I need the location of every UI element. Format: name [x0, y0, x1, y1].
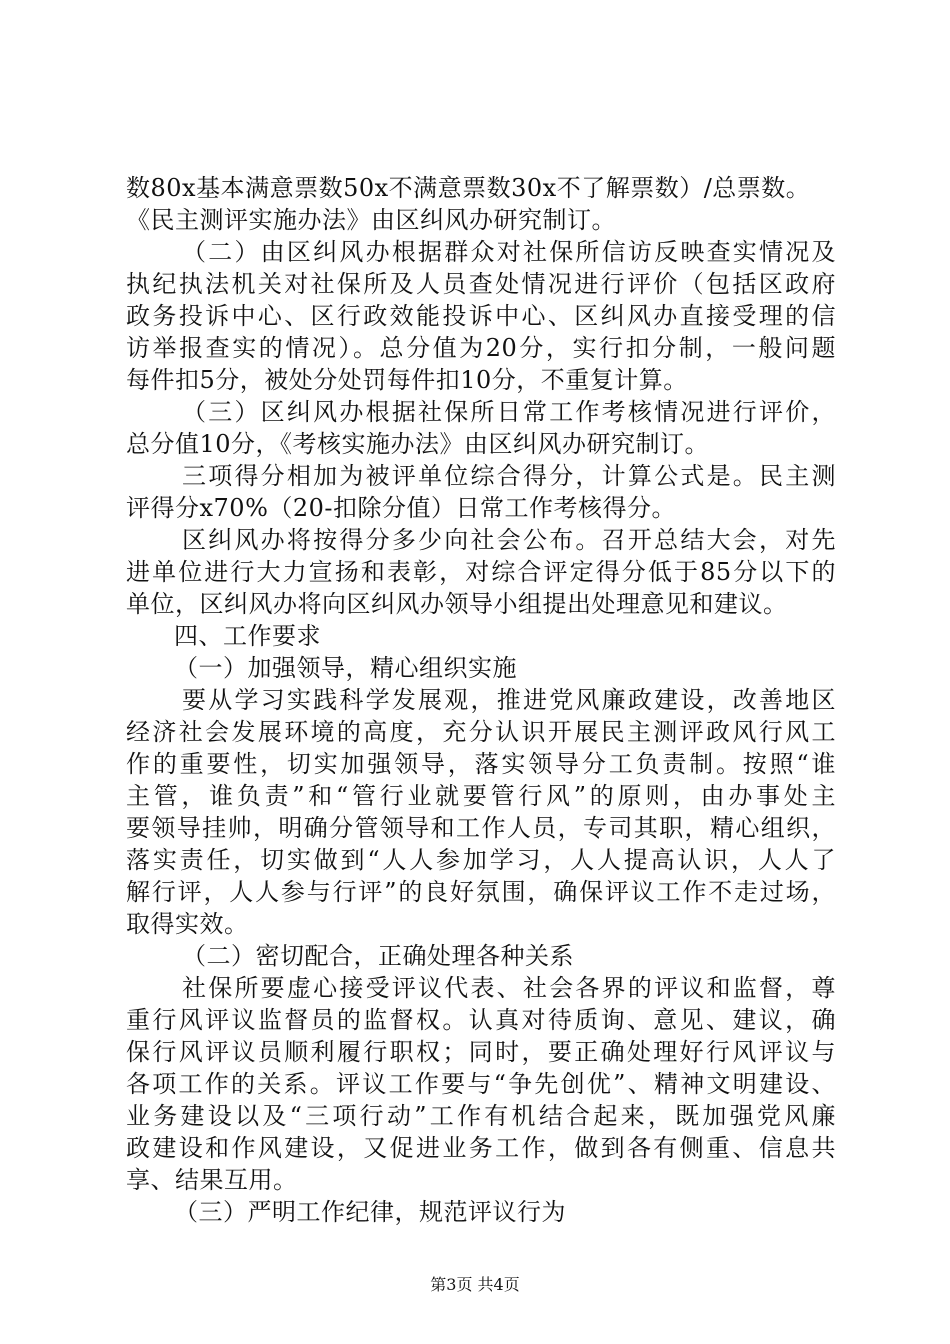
text-line: 《民主测评实施办法》由区纠风办研究制订。	[126, 206, 616, 234]
text-line: 重行风评议监督员的监督权。认真对待质询、意见、建议，确	[126, 1006, 836, 1034]
text-line: 要领导挂帅，明确分管领导和工作人员，专司其职，精心组织，	[126, 814, 836, 842]
text-line: （一）加强领导，精心组织实施	[174, 654, 517, 682]
text-line: 评得分x70%（20-扣除分值）日常工作考核得分。	[126, 494, 677, 522]
text-line: 执纪执法机关对社保所及人员查处情况进行评价（包括区政府	[126, 270, 836, 298]
text-line: 每件扣5分，被处分处罚每件扣10分，不重复计算。	[126, 366, 688, 394]
text-line: 区纠风办将按得分多少向社会公布。召开总结大会，对先	[182, 526, 836, 554]
text-line: 业务建设以及“三项行动”工作有机结合起来，既加强党风廉	[126, 1102, 836, 1130]
page-number: 第3页 共4页	[430, 1275, 520, 1294]
text-line: 单位，区纠风办将向区纠风办领导小组提出处理意见和建议。	[126, 590, 788, 618]
text-line: 经济社会发展环境的高度，充分认识开展民主测评政风行风工	[126, 718, 836, 746]
text-line: 数80x基本满意票数50x不满意票数30x不了解票数）/总票数。	[126, 174, 811, 202]
text-line: （二）由区纠风办根据群众对社保所信访反映查实情况及	[182, 238, 836, 266]
text-line: 总分值10分，《考核实施办法》由区纠风办研究制订。	[126, 430, 710, 458]
page-footer	[0, 1275, 950, 1295]
text-line: 要从学习实践科学发展观，推进党风廉政建设，改善地区	[182, 686, 836, 714]
text-line: （三）区纠风办根据社保所日常工作考核情况进行评价，	[182, 398, 836, 426]
text-line: 社保所要虚心接受评议代表、社会各界的评议和监督，尊	[182, 974, 836, 1002]
text-line: 进单位进行大力宣扬和表彰，对综合评定得分低于85分以下的	[126, 558, 836, 586]
text-line: （二）密切配合，正确处理各种关系	[182, 942, 574, 970]
text-line: 政建设和作风建设，又促进业务工作，做到各有侧重、信息共	[126, 1134, 836, 1162]
text-line: 政务投诉中心、区行政效能投诉中心、区纠风办直接受理的信	[126, 302, 836, 330]
text-line: 享、结果互用。	[126, 1166, 298, 1194]
text-line: 落实责任，切实做到“人人参加学习，人人提高认识，人人了	[126, 846, 836, 874]
text-line: 作的重要性，切实加强领导，落实领导分工负责制。按照“谁	[126, 750, 836, 778]
text-line: 解行评，人人参与行评”的良好氛围，确保评议工作不走过场，	[126, 878, 836, 906]
text-line: （三）严明工作纪律，规范评议行为	[174, 1198, 566, 1226]
text-line: 各项工作的关系。评议工作要与“争先创优”、精神文明建设、	[126, 1070, 836, 1098]
text-line: 访举报查实的情况）。总分值为20分，实行扣分制，一般问题	[126, 334, 836, 362]
document-body	[126, 172, 836, 1228]
text-line: 主管，谁负责”和“管行业就要管行风”的原则，由办事处主	[126, 782, 836, 810]
text-line: 三项得分相加为被评单位综合得分，计算公式是。民主测	[182, 462, 836, 490]
text-line: 保行风评议员顺利履行职权；同时，要正确处理好行风评议与	[126, 1038, 836, 1066]
text-line: 四、工作要求	[174, 622, 321, 650]
text-line: 取得实效。	[126, 910, 249, 938]
